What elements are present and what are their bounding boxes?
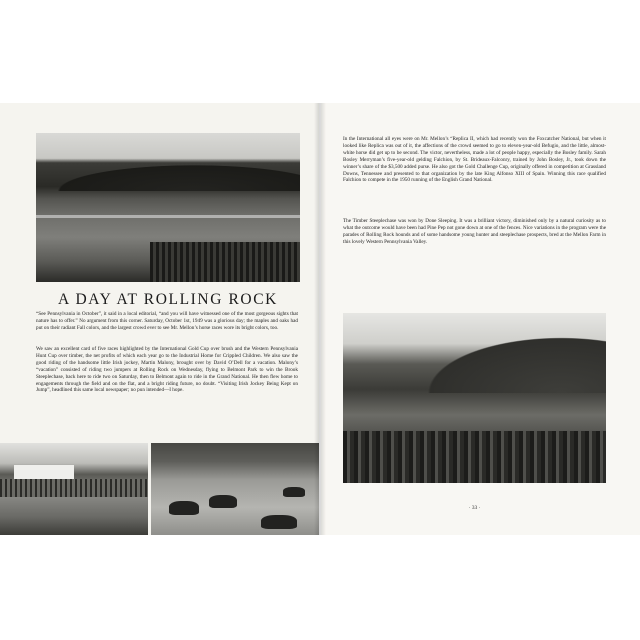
paddock-crowd-photo (0, 443, 148, 535)
left-paragraph-1: “See Pennsylvania in October”, it said in a local editorial, “and you will have witnessed one of the most gorgeous sights that nature has to offer.” No argument from this corner. Saturday, October 1st, 1949 was a glorious day; the maples and oaks had put on their radiant Fall colors, and the largest crowd ever to see Mr. Mellon’s horse races wore its bright colors, too. (36, 311, 298, 331)
horse-silhouette (169, 501, 199, 515)
magazine-spread (0, 103, 640, 535)
right-paragraph-1: In the International all eyes were on Mr. Mellon’s “Replica II, which had recently won the Foxcatcher National, but when it looked like Replica was out of it, the affections of the crowd seemed to go to eleven-year-old Befugio, and the little, almost-white horse did get up to be second. The victor, nevertheless, made a lot of people happy, especially the Bosley family. Sarah Bosley Merryman’s five-year-old gelding Falchion, by St. Brideaux-Falconry, trained by John Bosley, Jr., took down the winner’s share of the $3,500 added purse. He also got the Gold Challenge Cup, originally offered in competition at Grassland Downs, Tennessee and presented to that organization by the late King Alfonso XIII of Spain. Winning this race qualified Falchion to compete in the 1950 running of the English Grand National. (343, 136, 606, 184)
horse-silhouette (209, 495, 237, 508)
valley-spectators (343, 431, 606, 483)
horse-silhouette (283, 487, 305, 497)
valley-crowd-photo (343, 313, 606, 483)
racecourse-photo (36, 133, 300, 282)
right-paragraph-2: The Timber Steeplechase was won by Done Sleeping. It was a brilliant victory, diminished only by a natural curiosity as to what the outcome would have been had Pine Pep not gone down at one of the fences. Nice variations in the program were the parades of Rolling Rock hounds and of some handsome young hunter and steeplechase prospects, bred at the Mellon Farm in this lovely Western Pennsylvania Valley. (343, 218, 606, 245)
spectator-crowd (150, 242, 300, 282)
marquee-tent (14, 465, 74, 479)
horses-field-photo (151, 443, 319, 535)
horse-silhouette (261, 515, 297, 529)
mountain-ridge (393, 323, 606, 393)
right-page (321, 103, 640, 535)
course-rail (36, 215, 300, 218)
left-paragraph-2: We saw an excellent card of five races highlighted by the International Gold Cup over brush and the Western Pennsylvania Hunt Cup over timber, the net profits of which each year go to the Industrial Home for Crippled Children. We also saw the good riding of the handsome little Irish jockey, Martin Malony, brought over by David O’Dell for a vacation. Malony’s “vacation” consisted of riding two jumpers at Rolling Rock on Wednesday, flying to Belmont Park to win the Brook Steeplechase, back here to ride two on Saturday, then to Belmont again to ride in the Grand National. He then flew home to engagements through the field and on the flat, and a bright riding future, no doubt. “Visiting Irish Jockey Being Kept on Jump”, headlined this same local newspaper; no pun intended—I hope. (36, 346, 298, 394)
paddock-crowd (0, 479, 148, 497)
page-number: · 33 · (468, 505, 481, 511)
left-page (0, 103, 319, 535)
wooded-hill (36, 161, 300, 191)
book-gutter (314, 103, 326, 535)
article-title: A DAY AT ROLLING ROCK (58, 291, 278, 308)
